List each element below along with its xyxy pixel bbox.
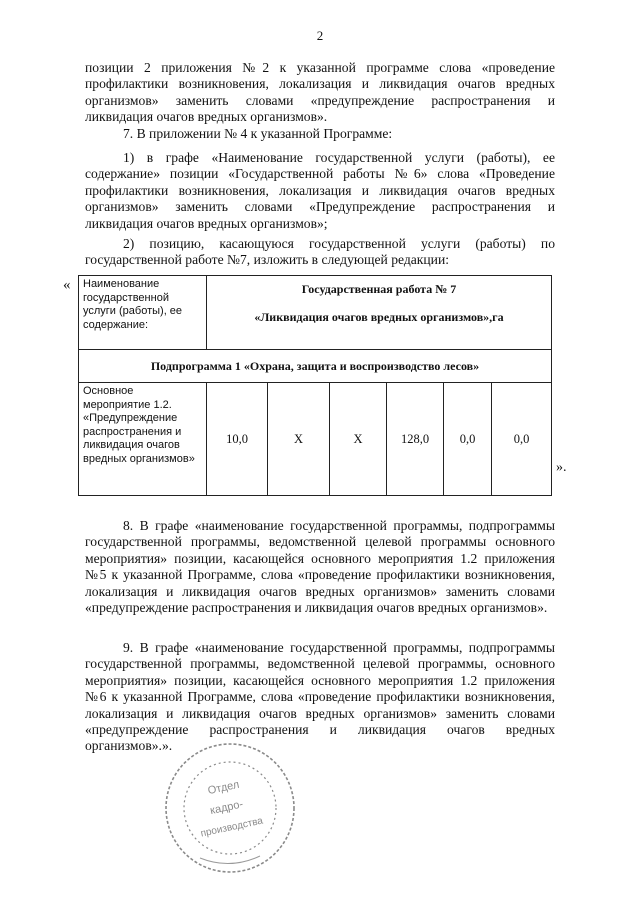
quote-close: ». <box>556 460 567 475</box>
paragraph-2: 7. В приложении № 4 к указанной Программе: <box>123 126 393 141</box>
stamp-line-2: кадро- <box>208 798 245 818</box>
inserted-table <box>78 275 552 496</box>
paragraph-1: позиции 2 приложения №2 к указанной программе слова «проведение профилактики возникновения, локализация и ликвидация очагов вредных организмов» заменить словами «предупреждение распространения и ликвидация очагов вредных организмов». <box>85 60 555 125</box>
label-header-cell: Наименование государственной услуги (работы), ее содержание: <box>79 276 207 350</box>
work-header-cell <box>207 276 552 350</box>
subprogram-cell: Подпрограмма 1 «Охрана, защита и воспроизводство лесов» <box>79 350 552 383</box>
paragraph-4: 2) позицию, касающуюся государственной услуги (работы) по государственной работе №7, изложить в следующей редакции: <box>85 236 555 268</box>
work-title: Государственная работа № 7 <box>301 282 457 296</box>
value-cell: Х <box>268 383 330 496</box>
value-cell: 10,0 <box>207 383 268 496</box>
value-cell: 128,0 <box>387 383 444 496</box>
value-cell: 0,0 <box>492 383 552 496</box>
page-number: 2 <box>316 28 324 43</box>
work-name: «Ликвидация очагов вредных организмов»,га <box>254 310 504 324</box>
paragraph-3: 1) в графе «Наименование государственной услуги (работы), ее содержание» позиции «Государственной работы №6» слова «Проведение профилактики возникновения, локализация и ликвидация очагов вредных организмов» заменить словами «Предупреждение распространения и ликвидация очагов вредных организмов»; <box>85 150 555 231</box>
quote-open: « <box>63 277 71 293</box>
stamp-scribble <box>200 856 260 864</box>
paragraph-9: 9. В графе «наименование государственной программы, подпрограммы государственной программы, ведомственной целевой программы, основного мероприятия» позиции, касающейся основного мероприятия 1.2 приложения №6 к указанной Программе, слова «проведение профилактики возникновения, локализация и ликвидация очагов вредных организмов» заменить словами «предупреждение распространения и ликвидация очагов вредных организмов».». <box>85 640 555 754</box>
row-label-cell: Основное мероприятие 1.2. «Предупреждение распространения и ликвидация очагов вредных организмов» <box>79 383 207 496</box>
stamp-line-3: производства <box>199 815 264 840</box>
value-cell: Х <box>330 383 387 496</box>
round-seal-stamp <box>160 738 300 878</box>
value-cell: 0,0 <box>444 383 492 496</box>
paragraph-8: 8. В графе «наименование государственной программы, подпрограммы государственной программы, ведомственной целевой программы основного мероприятия» позиции, касающейся основного мероприятия 1.2 приложения №5 к указанной Программе, слова «проведение профилактики возникновения, локализация и ликвидация очагов вредных организмов» заменить словами «предупреждение распространения и ликвидация очагов вредных организмов». <box>85 518 555 616</box>
stamp-line-1: Отдел <box>206 778 241 798</box>
